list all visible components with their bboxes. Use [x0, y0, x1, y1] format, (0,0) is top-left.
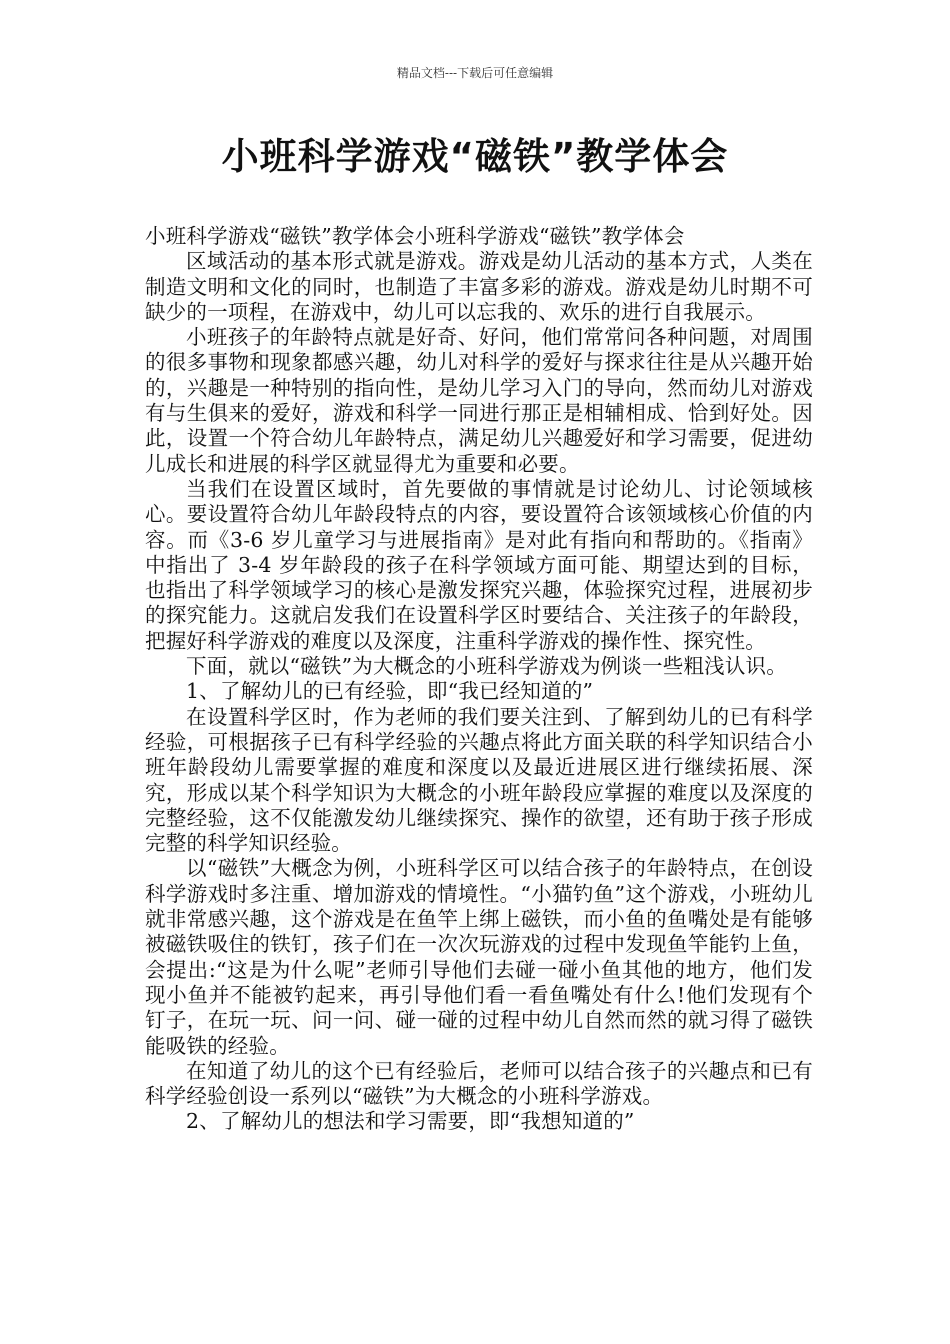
section-heading-2: 2、了解幼儿的想法和学习需要，即“我想知道的” [186, 1109, 635, 1134]
paragraph: 在设置科学区时，作为老师的我们要关注到、了解到幼儿的已有科学经验，可根据孩子已有科学经验的兴趣点将此方面关联的科学知识结合小班年龄段幼儿需要掌握的难度和深度以及最近进展区进行继续拓展、深究，形成以某个科学知识为大概念的小班年龄段应掌握的难度以及深度的完整经验，这不仅能激发幼儿继续探究、操作的欲望，还有助于孩子形成完整的科学知识经验。 [145, 704, 813, 856]
header-note: 精品文档---下载后可任意编辑 [396, 66, 554, 80]
section-heading-1: 1、了解幼儿的已有经验，即“我已经知道的” [186, 679, 594, 704]
document-title: 小班科学游戏“磁铁”教学体会 [221, 135, 729, 178]
paragraph: 在知道了幼儿的这个已有经验后，老师可以结合孩子的兴趣点和已有科学经验创设一系列以“磁铁”为大概念的小班科学游戏。 [145, 1058, 813, 1109]
paragraph: 下面，就以“磁铁”为大概念的小班科学游戏为例谈一些粗浅认识。 [186, 654, 787, 679]
paragraph: 区域活动的基本形式就是游戏。游戏是幼儿活动的基本方式，人类在制造文明和文化的同时，也制造了丰富多彩的游戏。游戏是幼儿时期不可缺少的一项程，在游戏中，幼儿可以忘我的、欢乐的进行自我展示。 [145, 249, 813, 324]
paragraph: 小班孩子的年龄特点就是好奇、好问，他们常常问各种问题，对周围的很多事物和现象都感兴趣，幼儿对科学的爱好与探求往往是从兴趣开始的，兴趣是一种特别的指向性，是幼儿学习入门的导向，然而幼儿对游戏有与生俱来的爱好，游戏和科学一同进行那正是相辅相成、恰到好处。因此，设置一个符合幼儿年龄特点，满足幼儿兴趣爱好和学习需要，促进幼儿成长和进展的科学区就显得尤为重要和必要。 [145, 325, 813, 476]
paragraph: 以“磁铁”大概念为例，小班科学区可以结合孩子的年龄特点，在创设科学游戏时多注重、增加游戏的情境性。“小猫钓鱼”这个游戏，小班幼儿就非常感兴趣，这个游戏是在鱼竿上绑上磁铁，而小鱼的鱼嘴处是有能够被磁铁吸住的铁钉，孩子们在一次次玩游戏的过程中发现鱼竿能钓上鱼，会提出:“这是为什么呢”老师引导他们去碰一碰小鱼其他的地方，他们发现小鱼并不能被钓起来，再引导他们看一看鱼嘴处有什么!他们发现有个钉子，在玩一玩、问一问、碰一碰的过程中幼儿自然而然的就习得了磁铁能吸铁的经验。 [145, 856, 813, 1058]
document-body [145, 224, 813, 1135]
paragraph: 当我们在设置区域时，首先要做的事情就是讨论幼儿、讨论领域核心。要设置符合幼儿年龄段特点的内容，要设置符合该领域核心价值的内容。而《3-6 岁儿童学习与进展指南》是对此有指向和帮助的。《指南》中指出了 3-4 岁年龄段的孩子在科学领域方面可能、期望达到的目标，也指出了科学领域学习的核心是激发探究兴趣，体验探究过程，进展初步的探究能力。这就启发我们在设置科学区时要结合、关注孩子的年龄段，把握好科学游戏的难度以及深度，注重科学游戏的操作性、探究性。 [145, 476, 813, 653]
paragraph-intro: 小班科学游戏“磁铁”教学体会小班科学游戏“磁铁”教学体会 [145, 224, 685, 248]
